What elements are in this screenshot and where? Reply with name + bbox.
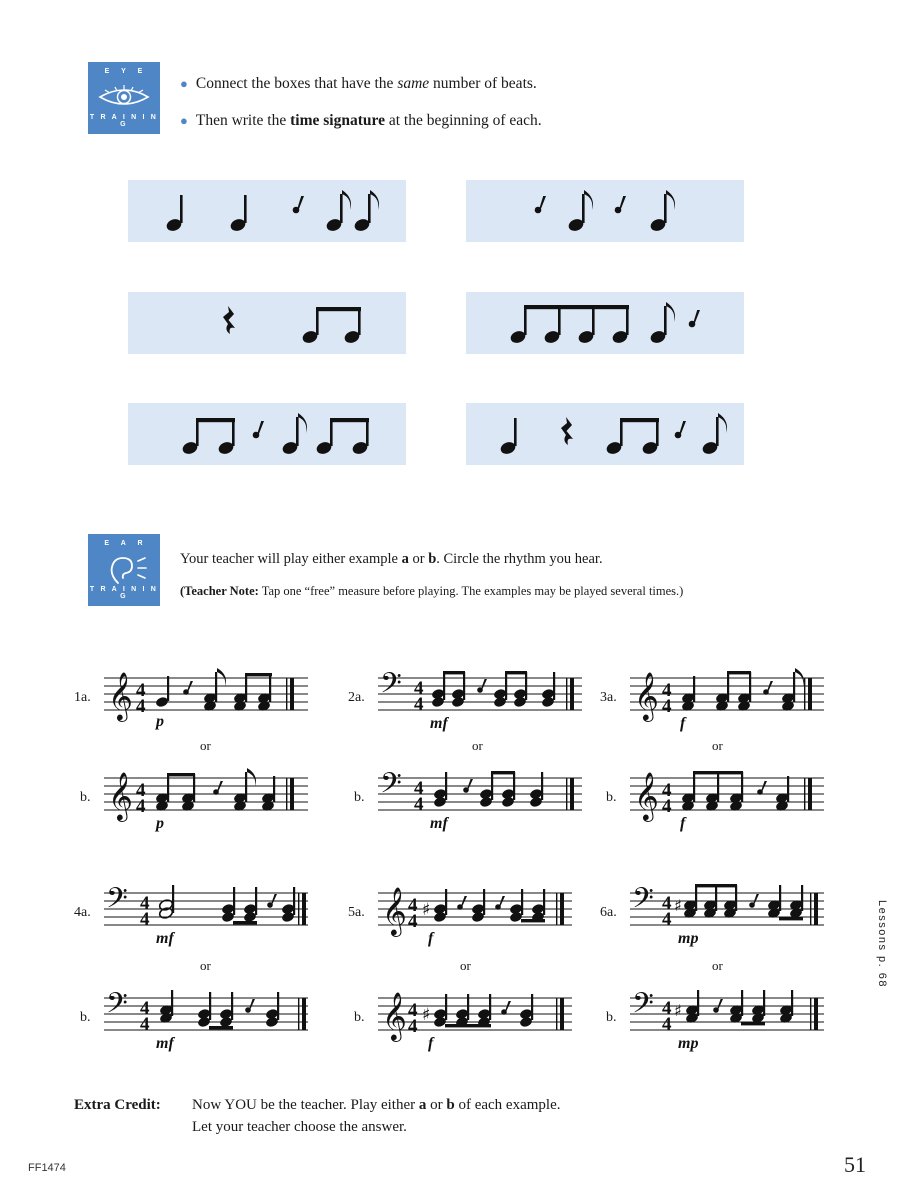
svg-text:mf: mf — [156, 930, 174, 947]
svg-text:♯: ♯ — [422, 1005, 431, 1025]
example-1a-label: 1a. — [74, 690, 91, 705]
example-1a-staff[interactable] — [100, 660, 320, 745]
ear-icon — [88, 553, 160, 585]
svg-text:4: 4 — [662, 998, 672, 1019]
example-2-or-label: or — [472, 738, 483, 753]
svg-text:4: 4 — [414, 694, 424, 715]
svg-text:4: 4 — [140, 998, 150, 1019]
example-4-or-label: or — [200, 958, 211, 973]
svg-text:𝄢: 𝄢 — [632, 882, 654, 922]
svg-text:4: 4 — [662, 680, 672, 701]
example-5a-label: 5a. — [348, 905, 365, 920]
example-6a-staff[interactable] — [626, 875, 836, 960]
ear-training-badge — [88, 534, 160, 606]
rhythm-box-right-1[interactable] — [466, 180, 744, 242]
example-2b-staff[interactable] — [374, 760, 594, 845]
bullet-icon: ● — [180, 113, 188, 129]
example-3a-label: 3a. — [600, 690, 617, 705]
example-4a-staff[interactable] — [100, 875, 320, 960]
ear-training-line-1: Your teacher will play either example a or b. Circle the rhythm you hear. — [180, 551, 603, 567]
example-2b-label: b. — [354, 790, 365, 805]
example-6b-staff[interactable] — [626, 980, 836, 1065]
svg-text:4: 4 — [140, 909, 150, 930]
svg-text:4: 4 — [662, 893, 672, 914]
rhythm-box-right-3[interactable] — [466, 403, 744, 465]
quarter-rest — [223, 306, 235, 334]
svg-text:𝄞: 𝄞 — [382, 991, 407, 1040]
svg-text:mp: mp — [678, 1035, 699, 1052]
rhythm-box-left-2[interactable] — [128, 292, 406, 354]
lessons-reference: Lessons p. 68 — [876, 900, 888, 988]
svg-text:𝄞: 𝄞 — [382, 886, 407, 935]
instruction-bullet-1 — [180, 72, 800, 95]
svg-text:4: 4 — [662, 696, 672, 717]
example-4b-staff[interactable] — [100, 980, 320, 1065]
svg-text:mp: mp — [678, 930, 699, 947]
svg-text:4: 4 — [140, 893, 150, 914]
svg-text:𝄞: 𝄞 — [634, 671, 659, 720]
svg-text:𝄞: 𝄞 — [108, 671, 133, 720]
instruction-bullet-2-text: Then write the time signature at the beginning of each. — [195, 112, 542, 130]
example-6a-label: 6a. — [600, 905, 617, 920]
svg-text:p: p — [156, 713, 164, 730]
svg-text:4: 4 — [136, 796, 146, 817]
rhythm-box-left-1[interactable] — [128, 180, 406, 242]
svg-text:4: 4 — [408, 1000, 418, 1021]
bullet-icon: ● — [180, 76, 188, 91]
example-5b-label: b. — [354, 1010, 365, 1025]
ear-training-badge-bottom: T R A I N I N G — [89, 586, 159, 600]
example-3a-staff[interactable] — [626, 660, 836, 745]
svg-text:♯: ♯ — [422, 900, 431, 920]
svg-text:𝄢: 𝄢 — [380, 767, 402, 807]
instruction-bullet-1-text: Connect the boxes that have the same number of beats. — [195, 75, 537, 92]
eye-training-instructions — [180, 72, 800, 147]
svg-text:4: 4 — [662, 1014, 672, 1035]
example-4b-label: b. — [80, 1010, 91, 1025]
ear-training-instructions — [180, 548, 840, 602]
svg-text:𝄢: 𝄢 — [106, 882, 128, 922]
example-6b-label: b. — [606, 1010, 617, 1025]
example-1b-label: b. — [80, 790, 91, 805]
rhythm-box-left-3[interactable] — [128, 403, 406, 465]
example-1b-staff[interactable] — [100, 760, 320, 845]
rhythm-box-right-2[interactable] — [466, 292, 744, 354]
svg-text:4: 4 — [408, 895, 418, 916]
svg-text:4: 4 — [408, 911, 418, 932]
svg-text:mf: mf — [156, 1035, 174, 1052]
svg-text:4: 4 — [136, 696, 146, 717]
svg-text:𝄢: 𝄢 — [106, 987, 128, 1027]
svg-text:4: 4 — [662, 796, 672, 817]
eye-icon — [88, 81, 160, 113]
eye-training-badge — [88, 62, 160, 134]
eighth-rest — [293, 196, 304, 213]
svg-text:mf: mf — [430, 815, 448, 832]
svg-text:𝄢: 𝄢 — [380, 667, 402, 707]
example-3-or-label: or — [712, 738, 723, 753]
teacher-note: (Teacher Note: Tap one “free” measure before playing. The examples may be played several times.) — [180, 584, 684, 599]
svg-text:f: f — [680, 815, 686, 832]
eye-training-badge-top: E Y E — [104, 68, 148, 75]
extra-credit-body: Now YOU be the teacher. Play either a or b of each example. Let your teacher choose the answer. — [192, 1097, 561, 1135]
svg-text:4: 4 — [662, 909, 672, 930]
svg-text:4: 4 — [414, 778, 424, 799]
svg-text:f: f — [680, 715, 686, 732]
svg-text:4: 4 — [662, 780, 672, 801]
extra-credit-line-2: Let your teacher choose the answer. — [192, 1118, 407, 1135]
ear-training-badge-top: E A R — [104, 540, 148, 547]
example-3b-staff[interactable] — [626, 760, 836, 845]
svg-text:f: f — [428, 1035, 434, 1052]
svg-text:𝄞: 𝄞 — [634, 771, 659, 820]
example-6-or-label: or — [712, 958, 723, 973]
svg-text:4: 4 — [140, 1014, 150, 1035]
svg-text:𝄢: 𝄢 — [632, 987, 654, 1027]
instruction-bullet-2 — [180, 109, 800, 132]
example-1-or-label: or — [200, 738, 211, 753]
eye-training-badge-bottom: T R A I N I N G — [89, 114, 159, 128]
example-4a-label: 4a. — [74, 905, 91, 920]
svg-text:4: 4 — [136, 780, 146, 801]
svg-text:4: 4 — [414, 678, 424, 699]
svg-text:♯: ♯ — [674, 896, 682, 915]
svg-text:4: 4 — [136, 680, 146, 701]
svg-text:mf: mf — [430, 715, 448, 732]
svg-text:4: 4 — [414, 794, 424, 815]
example-3b-label: b. — [606, 790, 617, 805]
example-5a-staff[interactable] — [374, 875, 584, 960]
svg-text:4: 4 — [408, 1016, 418, 1037]
extra-credit-title: Extra Credit: — [74, 1097, 161, 1113]
svg-text:p: p — [156, 815, 164, 832]
extra-credit-block — [74, 1095, 774, 1139]
example-5b-staff[interactable] — [374, 980, 584, 1065]
page-number: 51 — [844, 1152, 866, 1177]
book-code: FF1474 — [28, 1162, 66, 1174]
svg-text:♯: ♯ — [674, 1001, 682, 1020]
example-5-or-label: or — [460, 958, 471, 973]
svg-text:𝄞: 𝄞 — [108, 771, 133, 820]
svg-text:f: f — [428, 930, 434, 947]
example-2a-label: 2a. — [348, 690, 365, 705]
example-2a-staff[interactable] — [374, 660, 594, 745]
